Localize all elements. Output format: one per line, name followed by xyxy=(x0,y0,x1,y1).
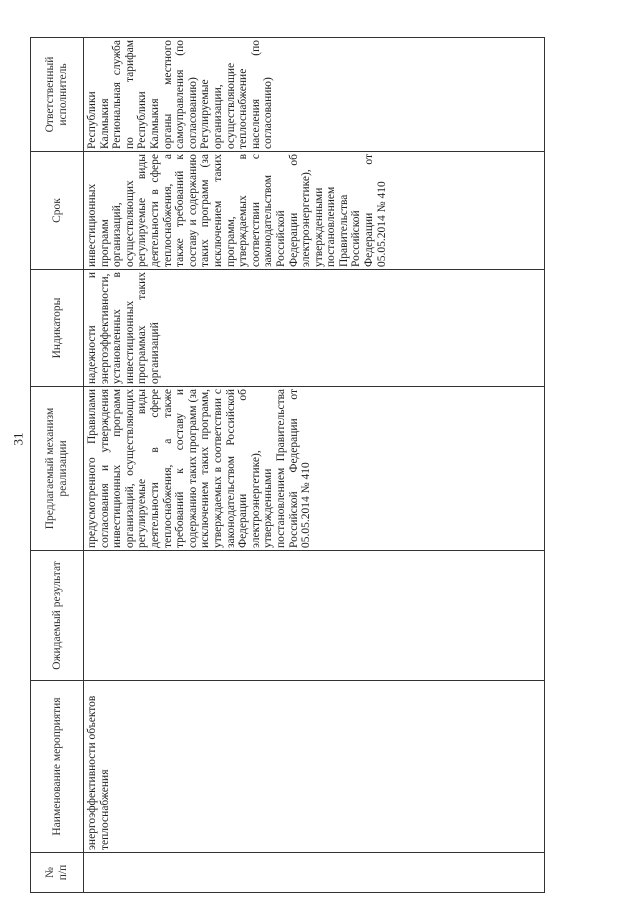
cell-mechanism: предусмотренного Правилами согласования и утверждения инвестиционных программ организаций, осуществляющих регулируемые виды деятельности в сфере теплоснабжения, а также требований к составу и содержанию таких программ (за исключением таких программ, утверждаемых в соответствии с законодательством Российской Федерации об электроэнергетике), утвержденными постановлением Правительства Российской Федерации от 05.05.2014 № 410 xyxy=(84,387,545,551)
header-num: № п/п xyxy=(31,853,84,893)
rotated-table-container xyxy=(30,38,545,893)
header-name: Наименование мероприятия xyxy=(31,681,84,853)
header-deadline: Срок xyxy=(31,152,84,270)
cell-indicators: надежности и энергоэффективности, установленных в инвестиционных программах таких организаций xyxy=(84,270,545,387)
header-responsible: Ответственный исполнитель xyxy=(31,38,84,152)
cell-responsible: Республики Калмыкия Региональная служба по тарифам Республики Калмыкия органы местного самоуправления (по согласованию) Регулируемые организации, осуществляющие теплоснабжение населения (по согласованию) xyxy=(84,38,545,152)
page-number: 31 xyxy=(10,432,26,446)
cell-result xyxy=(84,551,545,681)
table-row xyxy=(84,38,545,893)
cell-name: энергоэффективности объектов теплоснабжения xyxy=(84,681,545,853)
cell-num xyxy=(84,853,545,893)
header-mechanism: Предлагаемый механизм реализации xyxy=(31,387,84,551)
measures-table xyxy=(30,37,545,893)
header-indicators: Индикаторы xyxy=(31,270,84,387)
header-result: Ожидаемый результат xyxy=(31,551,84,681)
header-row xyxy=(31,38,84,893)
cell-deadline: инвестиционных программ организаций, осуществляющих регулируемые виды деятельности в сфере теплоснабжения, а также требований к составу и содержанию таких программ (за исключением таких программ, утверждаемых в соответствии с законодательством Российской Федерации об электроэнергетике), утвержденными постановлением Правительства Российской Федерации от 05.05.2014 № 410 xyxy=(84,152,545,270)
